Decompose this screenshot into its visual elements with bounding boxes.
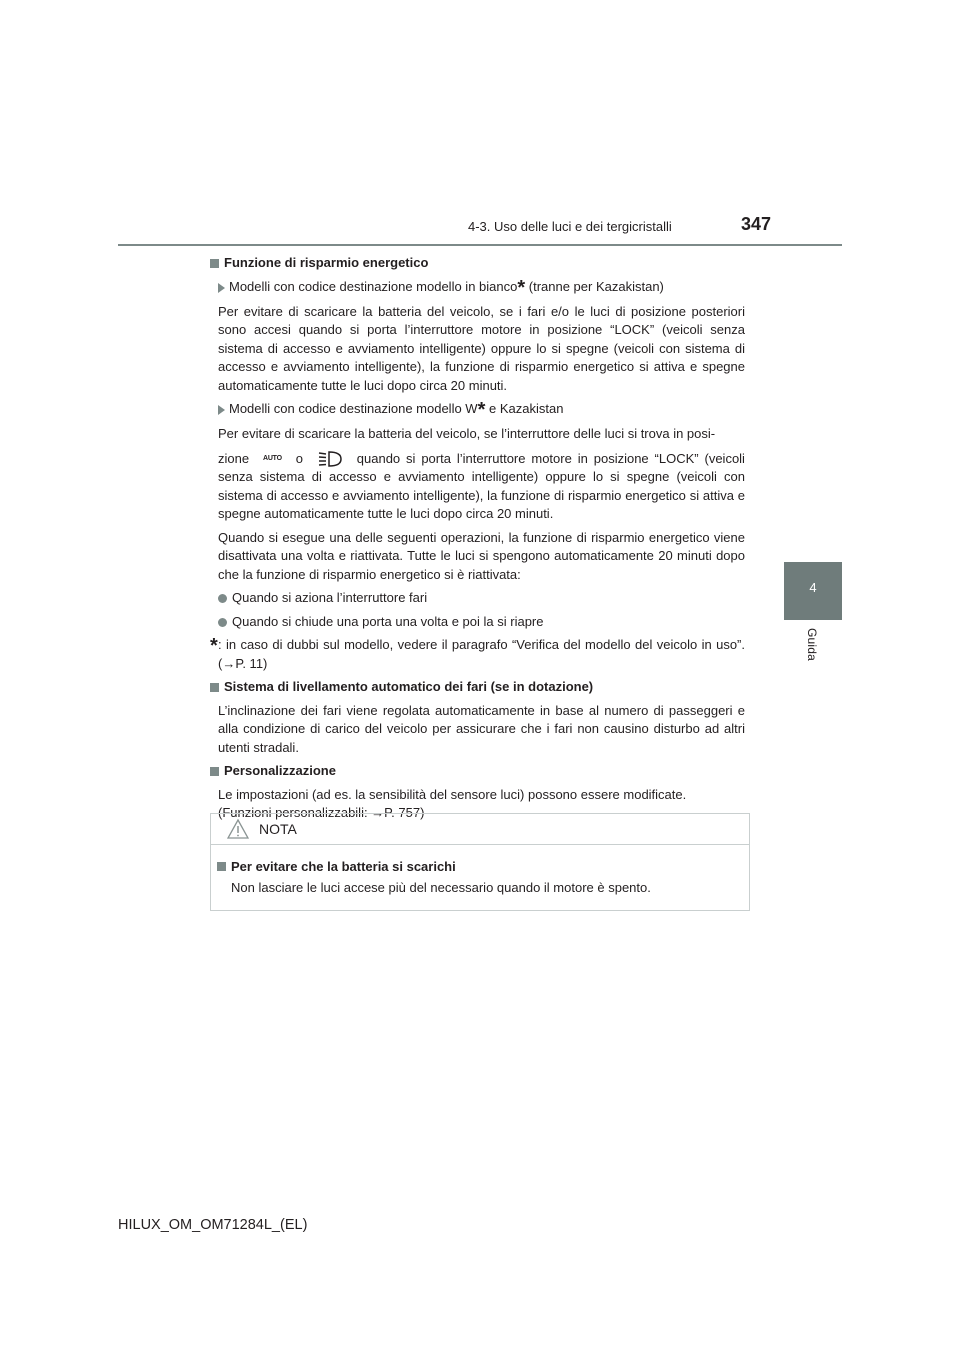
- asterisk-icon: *: [477, 399, 486, 421]
- document-code: HILUX_OM_OM71284L_(EL): [118, 1217, 308, 1233]
- notice-heading: Per evitare che la batteria si scarichi: [217, 857, 749, 876]
- square-bullet-icon: [217, 862, 226, 871]
- notice-title: NOTA: [259, 821, 297, 837]
- square-bullet-icon: [210, 683, 219, 692]
- notice-text: Non lasciare le luci accese più del necessario quando il motore è spento.: [231, 880, 651, 895]
- paragraph: Quando si esegue una delle seguenti operazioni, la funzione di risparmio energetico viene disattivata una volta e riattivata. Tutte le luci si spengono automaticamente 20 minuti dopo che la funzione di risparmio energetico si è riattivata:: [218, 529, 745, 582]
- list-item: Quando si chiude una porta una volta e poi la si riapre: [210, 613, 745, 632]
- round-bullet-icon: [218, 618, 227, 627]
- triangle-bullet-icon: [218, 405, 225, 415]
- square-bullet-icon: [210, 767, 219, 776]
- page-number: 347: [741, 214, 772, 234]
- list-item: Quando si aziona l’interruttore fari: [210, 589, 745, 608]
- running-header-section: 4-3. Uso delle luci e dei tergicristalli: [468, 219, 672, 234]
- paragraph: L’inclinazione dei fari viene regolata automaticamente in base al numero di passeggeri e alla condizione di carico del veicolo per assicurare che i fari non causino disturbo ad altri utenti stradali.: [218, 702, 745, 755]
- footnote: * : in caso di dubbi sul modello, vedere il paragrafo “Verifica del modello del veicolo in uso”. (→P. 11): [210, 636, 745, 673]
- auto-light-symbol-icon: AUTO: [262, 454, 282, 462]
- paragraph: Le impostazioni (ad es. la sensibilità del sensore luci) possono essere modificate. (Funzioni personalizzabili: →P. 757): [218, 786, 687, 821]
- chapter-tab: [784, 562, 842, 620]
- model-subheading: Modelli con codice destinazione modello in bianco* (tranne per Kazakistan): [210, 278, 745, 298]
- chapter-number: 4: [809, 580, 817, 595]
- section-heading: Sistema di livellamento automatico dei fari (se in dotazione): [210, 678, 745, 697]
- section-heading: Funzione di risparmio energetico: [210, 254, 745, 273]
- round-bullet-icon: [218, 594, 227, 603]
- chapter-label: Guida: [805, 628, 819, 662]
- asterisk-icon: *: [210, 635, 218, 658]
- notice-header: [211, 814, 749, 845]
- section-heading: Personalizzazione: [210, 762, 745, 781]
- square-bullet-icon: [210, 259, 219, 268]
- paragraph: Per evitare di scaricare la batteria del veicolo, se l’interruttore delle luci si trova in posi- zione AUTO o quando si porta l’interruttore motore in posizione “LOCK” (veicoli senza sistema di accesso e avviamento intelligente) oppure lo si spegne (veicoli con sistema di accesso e avviamento intelligente), la funzione di risparmio energetico si attiva e spegne automaticamente tutte le luci dopo circa 20 minuti.: [218, 426, 745, 522]
- paragraph: Per evitare di scaricare la batteria del veicolo, se i fari e/o le luci di posizione posteriori sono accesi quando si porta l’interruttore motore in posizione “LOCK” (veicoli senza sistema di accesso e avviamento intelligente) oppure lo si spegne (veicoli con sistema di accesso e avviamento intelligente), la funzione di risparmio energetico si attiva e spegne automaticamente tutte le luci dopo circa 20 minuti.: [218, 303, 745, 393]
- notice-body: [211, 845, 749, 897]
- header-rule: [118, 244, 842, 246]
- asterisk-icon: *: [517, 276, 526, 299]
- warning-triangle-icon: [227, 819, 249, 839]
- triangle-bullet-icon: [218, 283, 225, 293]
- page-content: [210, 254, 745, 823]
- headlight-symbol-icon: [317, 450, 343, 468]
- notice-box: [210, 813, 750, 911]
- model-subheading: Modelli con codice destinazione modello W* e Kazakistan: [210, 400, 745, 420]
